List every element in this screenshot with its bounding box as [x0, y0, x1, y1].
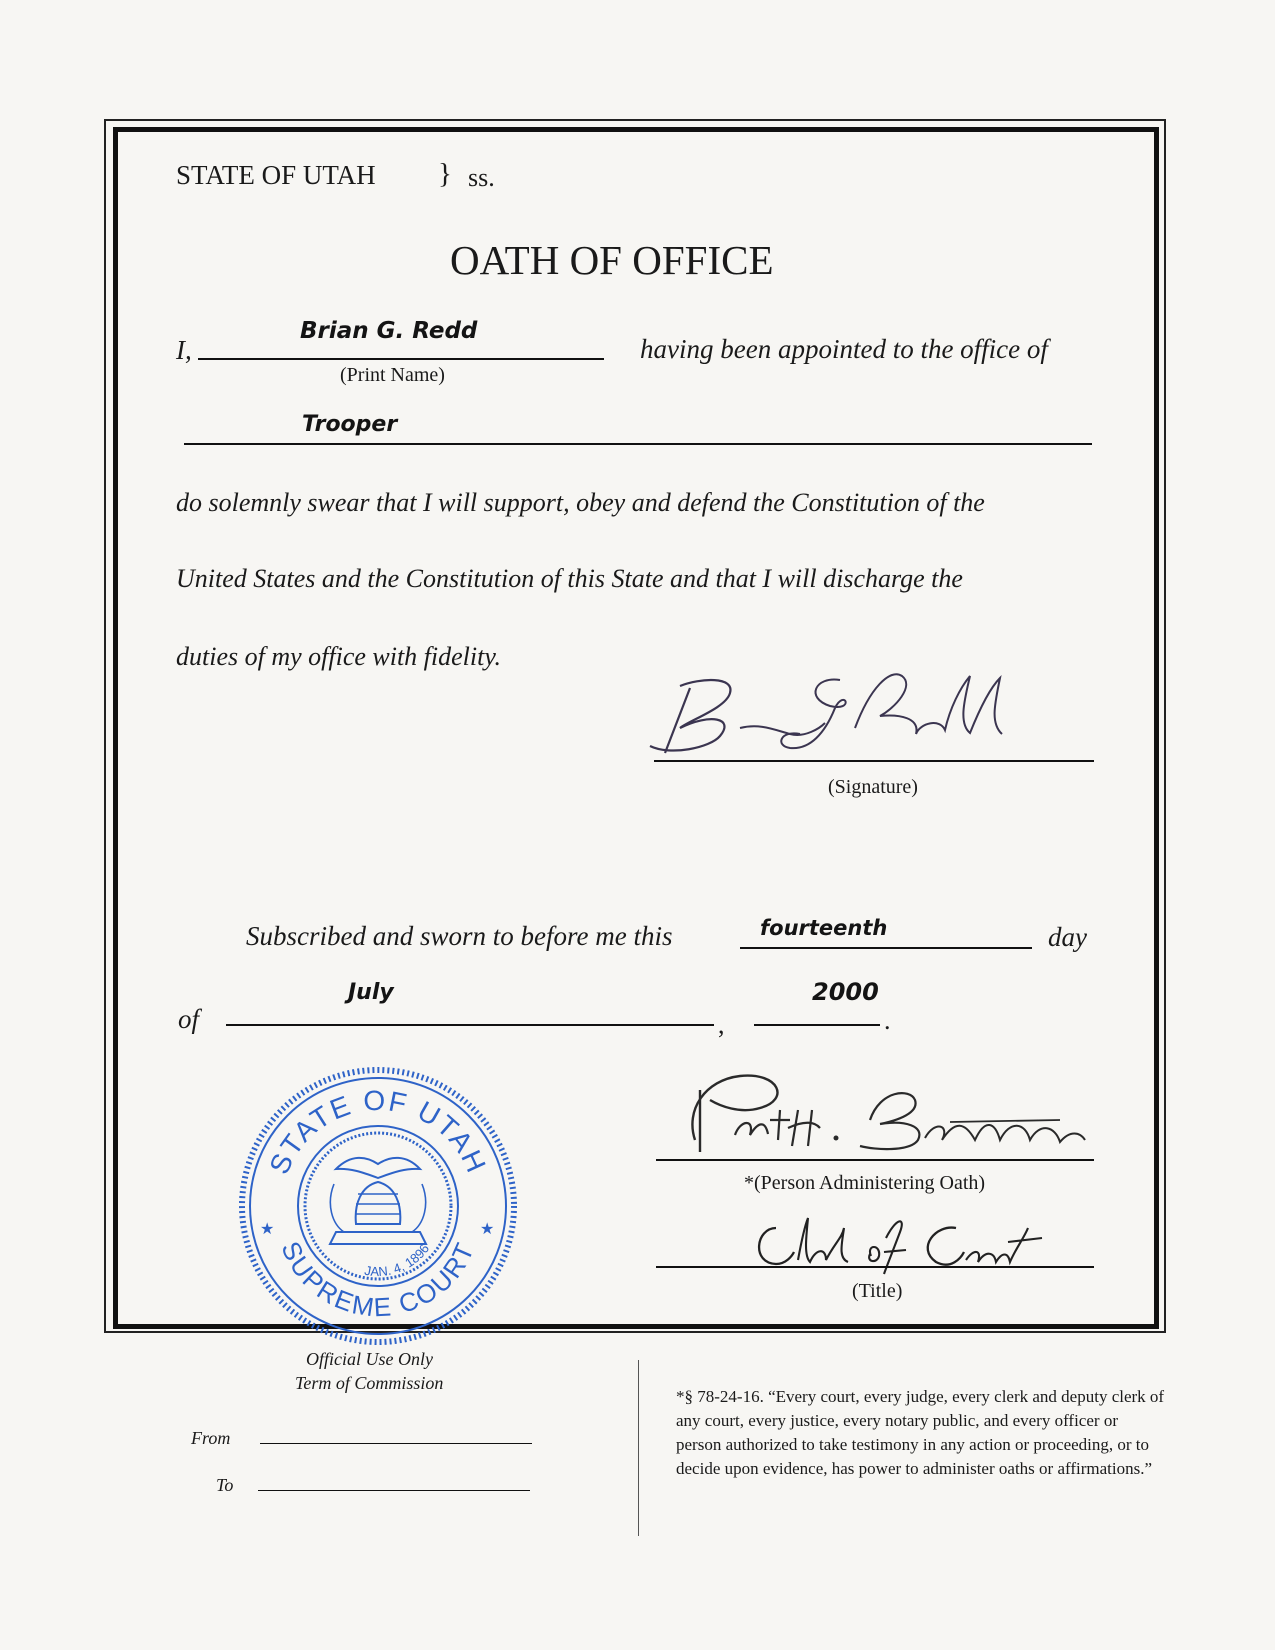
- to-label: To: [216, 1475, 234, 1495]
- subscribed-text: Subscribed and sworn to before me this: [246, 921, 673, 951]
- bracket-mark: }: [438, 158, 452, 190]
- administering-caption: *(Person Administering Oath): [744, 1172, 986, 1194]
- seal-top-text: STATE OF UTAH: [263, 1084, 493, 1179]
- name-rule: [198, 358, 604, 360]
- month-comma: ,: [718, 1010, 725, 1039]
- state-heading: STATE OF UTAH: [176, 160, 376, 190]
- seal-date-text: JAN. 4, 1896: [363, 1241, 433, 1280]
- svg-text:★: ★: [480, 1221, 495, 1238]
- appointed-text: having been appointed to the office of: [640, 334, 1048, 364]
- office-handwritten: Trooper: [302, 412, 398, 437]
- footer-divider: [638, 1360, 639, 1536]
- ss-mark: ss.: [468, 163, 495, 192]
- month-rule: [226, 1024, 714, 1026]
- day-label: day: [1048, 922, 1087, 952]
- name-handwritten: Brian G. Redd: [300, 318, 478, 344]
- month-handwritten: July: [348, 980, 394, 1005]
- year-rule: [754, 1024, 880, 1026]
- signature-rule: [654, 760, 1094, 762]
- state-seal-image: [236, 1064, 520, 1348]
- oath-line-2: United States and the Constitution of this State and that I will discharge the: [176, 564, 963, 593]
- administrator-signature-image: [680, 1060, 1090, 1160]
- seal-bottom-text: SUPREME COURT: [275, 1236, 481, 1323]
- statute-footnote: *§ 78-24-16. “Every court, every judge, every clerk and deputy clerk of any court, every justice, every notary public, and every officer or person authorized to take testimony in any action or proceeding, or to decide upon evidence, has power to administer oaths or affirmations.”: [676, 1387, 1165, 1478]
- from-label: From: [191, 1428, 231, 1448]
- title-rule: [656, 1266, 1094, 1268]
- print-name-caption: (Print Name): [340, 364, 445, 386]
- administrator-rule: [656, 1159, 1094, 1161]
- document-title: OATH OF OFFICE: [450, 237, 774, 283]
- oath-line-3: duties of my office with fidelity.: [176, 642, 501, 671]
- oath-line-1: do solemnly swear that I will support, obey and defend the Constitution of the: [176, 488, 985, 517]
- year-handwritten: 2000: [812, 978, 879, 1006]
- title-caption: (Title): [852, 1280, 903, 1302]
- official-use-line2: Term of Commission: [295, 1373, 444, 1393]
- signature-image: [640, 668, 1020, 768]
- i-label: I,: [176, 335, 192, 365]
- day-handwritten: fourteenth: [760, 916, 888, 940]
- day-rule: [740, 947, 1032, 949]
- signature-caption: (Signature): [828, 776, 918, 798]
- of-label: of: [178, 1004, 200, 1034]
- office-rule: [184, 443, 1092, 445]
- year-period: .: [884, 1006, 891, 1035]
- to-rule: [258, 1490, 530, 1491]
- official-use-line1: Official Use Only: [306, 1349, 433, 1369]
- svg-text:★: ★: [260, 1221, 275, 1238]
- from-rule: [260, 1443, 532, 1444]
